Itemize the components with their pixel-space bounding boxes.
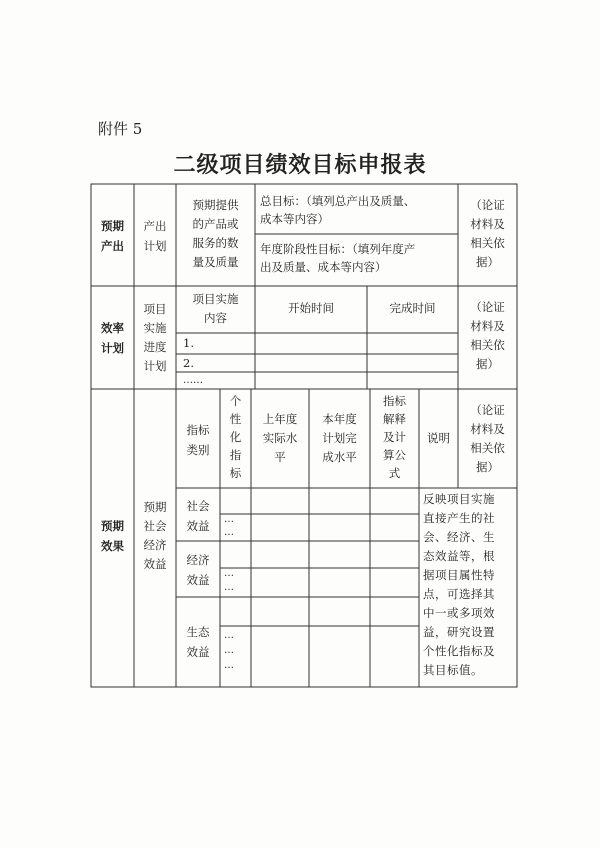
ellipsis-cell: … xyxy=(224,630,234,641)
category-social: 社会 效益 xyxy=(186,499,210,533)
formula-header: 指标 解释 及计 算公 式 xyxy=(383,394,406,480)
plan-row: …… xyxy=(183,375,203,386)
plan-row: 1. xyxy=(183,336,194,350)
efficiency-sub-label: 项目 实施 进度 计划 xyxy=(143,302,167,373)
annual-goal: 年度阶段性目标：（填列年度产 出及质量、成本等内容） xyxy=(260,242,416,274)
efficiency-section-label: 效率 计划 xyxy=(101,321,124,355)
effect-sub-label: 预期 社会 经济 效益 xyxy=(143,500,167,571)
category-ecological: 生态 效益 xyxy=(186,625,210,659)
indicator-header: 个 性 化 指 标 xyxy=(229,394,242,480)
end-time-header: 完成时间 xyxy=(389,301,436,315)
start-time-header: 开始时间 xyxy=(288,301,334,315)
explanation-header: 说明 xyxy=(427,431,450,445)
ellipsis-cell: … xyxy=(224,514,234,525)
effect-note: （论证 材料及 相关依 据） xyxy=(470,403,505,474)
efficiency-note: （论证 材料及 相关依 据） xyxy=(470,300,505,371)
ellipsis-cell: … xyxy=(224,568,234,579)
output-note: （论证 材料及 相关依 据） xyxy=(470,198,505,269)
effect-explanation: 反映项目实施 直接产生的社 会、经济、生 态效益等，根 据项目属性特 点，可选择其 中一或多项效 益，研究设置 个性化指标及 其目标值。 xyxy=(423,492,495,677)
attachment-label: 附件 5 xyxy=(98,120,143,138)
this-year-header: 本年度 计划完 成水平 xyxy=(322,412,357,464)
ellipsis-cell: … xyxy=(224,645,234,656)
overall-goal: 总目标：（填列总产出及质量、 成本等内容） xyxy=(260,194,416,226)
output-sub-label: 产出 计划 xyxy=(143,219,167,253)
ellipsis-cell: … xyxy=(224,660,234,671)
ellipsis-cell: … xyxy=(224,582,234,593)
ellipsis-cell: … xyxy=(224,527,234,538)
effect-section-label: 预期 效果 xyxy=(101,519,124,553)
category-header: 指标 类别 xyxy=(186,423,210,457)
plan-row: 2. xyxy=(183,356,194,370)
last-year-header: 上年度 实际水 平 xyxy=(262,412,298,464)
content-header: 项目实施 内容 xyxy=(192,292,239,325)
output-section-label: 预期 产出 xyxy=(101,219,124,253)
page-title: 二级项目绩效目标申报表 xyxy=(173,152,427,178)
output-description: 预期提供 的产品或 服务的数 量及质量 xyxy=(192,198,239,269)
category-economic: 经济 效益 xyxy=(186,553,210,587)
